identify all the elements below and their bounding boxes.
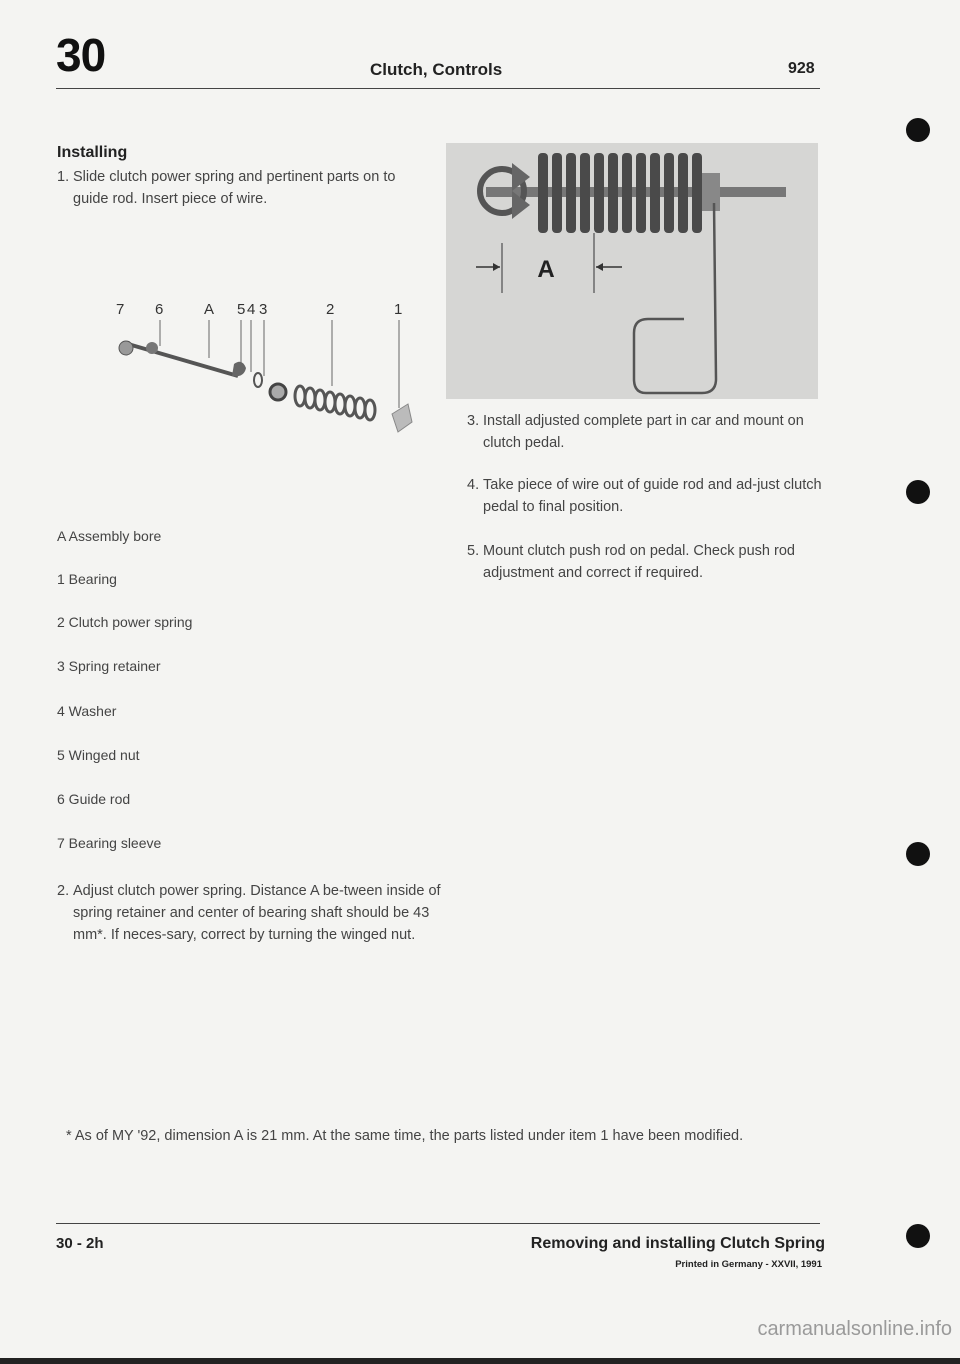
step-1: [57, 166, 429, 210]
assembly-photo: [446, 143, 818, 399]
legend-item: 3 Spring retainer: [57, 658, 161, 674]
binder-hole-icon: [906, 480, 930, 504]
step-5: [467, 540, 827, 584]
legend-item: 7 Bearing sleeve: [57, 835, 162, 851]
step-number: 2.: [57, 883, 70, 899]
step-number: 4.: [467, 477, 480, 493]
legend-item: 1 Bearing: [57, 571, 117, 587]
dimension-label-a: A: [537, 256, 555, 283]
footer-rule: [56, 1223, 820, 1224]
diagram-label-7: 7: [116, 301, 125, 318]
watermark-link[interactable]: carmanualsonline.info: [757, 1318, 952, 1340]
step-4: [467, 474, 827, 518]
page-edge: [0, 1358, 960, 1364]
footer-section-title: Removing and installing Clutch Spring: [530, 1235, 825, 1252]
step-text: Slide clutch power spring and pertinent parts on to guide rod. Insert piece of wire.: [73, 169, 396, 207]
page-title: Clutch, Controls: [370, 60, 503, 79]
page-number: 30 - 2h: [56, 1235, 104, 1252]
binder-hole-icon: [906, 118, 930, 142]
section-title: Installing: [57, 144, 128, 161]
step-number: 3.: [467, 413, 480, 429]
exploded-parts-diagram: [100, 296, 440, 456]
step-text: Install adjusted complete part in car and mount on clutch pedal.: [483, 413, 804, 451]
footnote: * As of MY '92, dimension A is 21 mm. At the same time, the parts listed under item 1 have been modified.: [66, 1128, 744, 1144]
step-text: Mount clutch push rod on pedal. Check push rod adjustment and correct if required.: [483, 543, 795, 581]
step-text: Take piece of wire out of guide rod and ad-just clutch pedal to final position.: [483, 477, 822, 515]
legend-item: 5 Winged nut: [57, 747, 140, 763]
diagram-label-a: A: [204, 301, 215, 318]
header-rule: [56, 88, 820, 89]
binder-hole-icon: [906, 1224, 930, 1248]
diagram-label-5: 5: [237, 301, 246, 318]
step-number: 1.: [57, 169, 70, 185]
step-3: [467, 410, 827, 454]
diagram-label-2: 2: [326, 301, 335, 318]
legend-item: 2 Clutch power spring: [57, 614, 193, 630]
diagram-label-4: 4: [247, 301, 256, 318]
model-number: 928: [788, 60, 815, 77]
group-number: 30: [56, 29, 106, 81]
legend-item: A Assembly bore: [57, 528, 162, 544]
diagram-label-1: 1: [394, 301, 403, 318]
step-2: [57, 880, 442, 946]
step-number: 5.: [467, 543, 480, 559]
print-info: Printed in Germany - XXVII, 1991: [675, 1259, 822, 1270]
step-text: Adjust clutch power spring. Distance A be-tween inside of spring retainer and center of bearing shaft should be 43 mm*. If neces-sary, correct by turning the winged nut.: [73, 883, 441, 943]
legend-item: 4 Washer: [57, 703, 117, 719]
diagram-label-3: 3: [259, 301, 268, 318]
binder-hole-icon: [906, 842, 930, 866]
diagram-label-6: 6: [155, 301, 164, 318]
spring-assembly-image: [446, 143, 818, 399]
legend-item: 6 Guide rod: [57, 791, 131, 807]
